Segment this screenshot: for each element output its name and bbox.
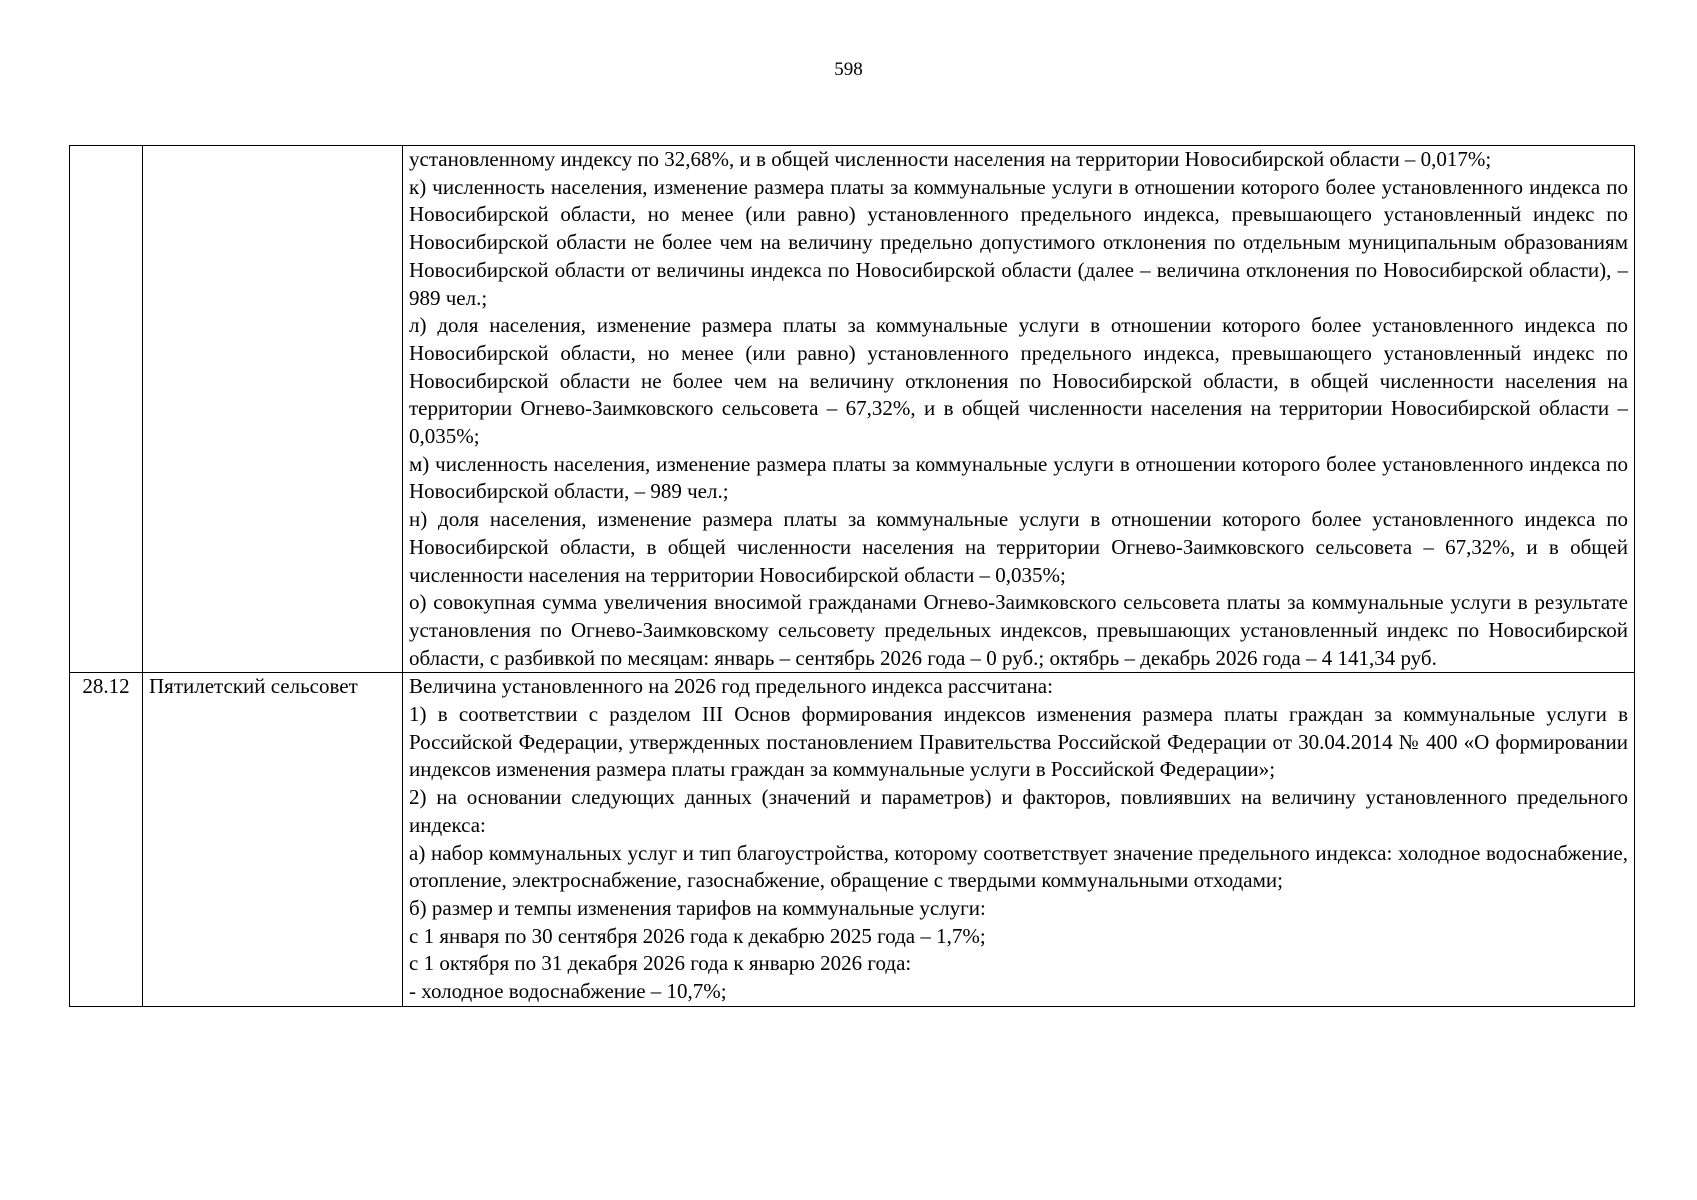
- paragraph: к) численность населения, изменение размера платы за коммунальные услуги в отношении которого более установленного индекса по Новосибирской области, но менее (или равно) установленного предельного индекса, превышающего установленный индекс по Новосибирской области не более чем на величину предельно допустимого отклонения по отдельным муниципальным образованиям Новосибирской области от величины индекса по Новосибирской области (далее – величина отклонения по Новосибирской области), – 989 чел.;: [409, 174, 1628, 310]
- page-number: 598: [834, 59, 863, 80]
- paragraph: л) доля населения, изменение размера платы за коммунальные услуги в отношении которого более установленного индекса по Новосибирской области, но менее (или равно) установленного предельного индекса, превышающего установленный индекс по Новосибирской области не более чем на величину отклонения по Новосибирской области, в общей численности населения на территории Огнево-Заимковского сельсовета – 67,32%, и в общей численности населения на территории Новосибирской области – 0,035%;: [409, 313, 1628, 449]
- paragraph: а) набор коммунальных услуг и тип благоустройства, которому соответствует значение предельного индекса: холодное водоснабжение, отопление, электроснабжение, газоснабжение, обращение с твердыми коммунальными отходами;: [409, 840, 1628, 893]
- paragraph: установленному индексу по 32,68%, и в общей численности населения на территории Новосибирской области – 0,017%;: [409, 147, 1492, 171]
- document-table: [69, 145, 1635, 1007]
- paragraph: 1) в соответствии с разделом III Основ формирования индексов изменения размера платы граждан за коммунальные услуги в Российской Федерации, утвержденных постановлением Правительства Российской Федерации от 30.04.2014 № 400 «О формировании индексов изменения размера платы граждан за коммунальные услуги в Российской Федерации»;: [409, 702, 1628, 782]
- municipality-name-cell: Пятилетский сельсовет: [143, 673, 403, 1006]
- paragraph: - холодное водоснабжение – 10,7%;: [409, 979, 727, 1004]
- description-cell: [403, 673, 1635, 1006]
- paragraph: м) численность населения, изменение размера платы за коммунальные услуги в отношении которого более установленного индекса по Новосибирской области, – 989 чел.;: [409, 451, 1628, 504]
- paragraph: н) доля населения, изменение размера платы за коммунальные услуги в отношении которого более установленного индекса по Новосибирской области, в общей численности населения на территории Огнево-Заимковского сельсовета – 67,32%, и в общей численности населения на территории Новосибирской области – 0,035%;: [409, 507, 1628, 587]
- description-cell: [403, 146, 1635, 673]
- table-row: [70, 673, 1635, 1006]
- paragraph: б) размер и темпы изменения тарифов на коммунальные услуги:: [409, 895, 986, 920]
- row-number-cell: 28.12: [70, 673, 143, 1006]
- paragraph: с 1 января по 30 сентября 2026 года к декабрю 2025 года – 1,7%;: [409, 923, 986, 948]
- table-row: [70, 146, 1635, 673]
- paragraph: 2) на основании следующих данных (значений и параметров) и факторов, повлиявших на величину установленного предельного индекса:: [409, 785, 1628, 837]
- municipality-name-cell: [143, 146, 403, 673]
- row-number-cell: [70, 146, 143, 673]
- paragraph: Величина установленного на 2026 год предельного индекса рассчитана:: [409, 674, 1053, 699]
- paragraph: о) совокупная сумма увеличения вносимой гражданами Огнево-Заимковского сельсовета платы за коммунальные услуги в результате установления по Огнево-Заимковскому сельсовету предельных индексов, превышающих установленный индекс по Новосибирской области, с разбивкой по месяцам: январь – сентябрь 2026 года – 0 руб.; октябрь – декабрь 2026 года – 4 141,34 руб.: [409, 590, 1628, 670]
- paragraph: с 1 октября по 31 декабря 2026 года к январю 2026 года:: [409, 951, 912, 976]
